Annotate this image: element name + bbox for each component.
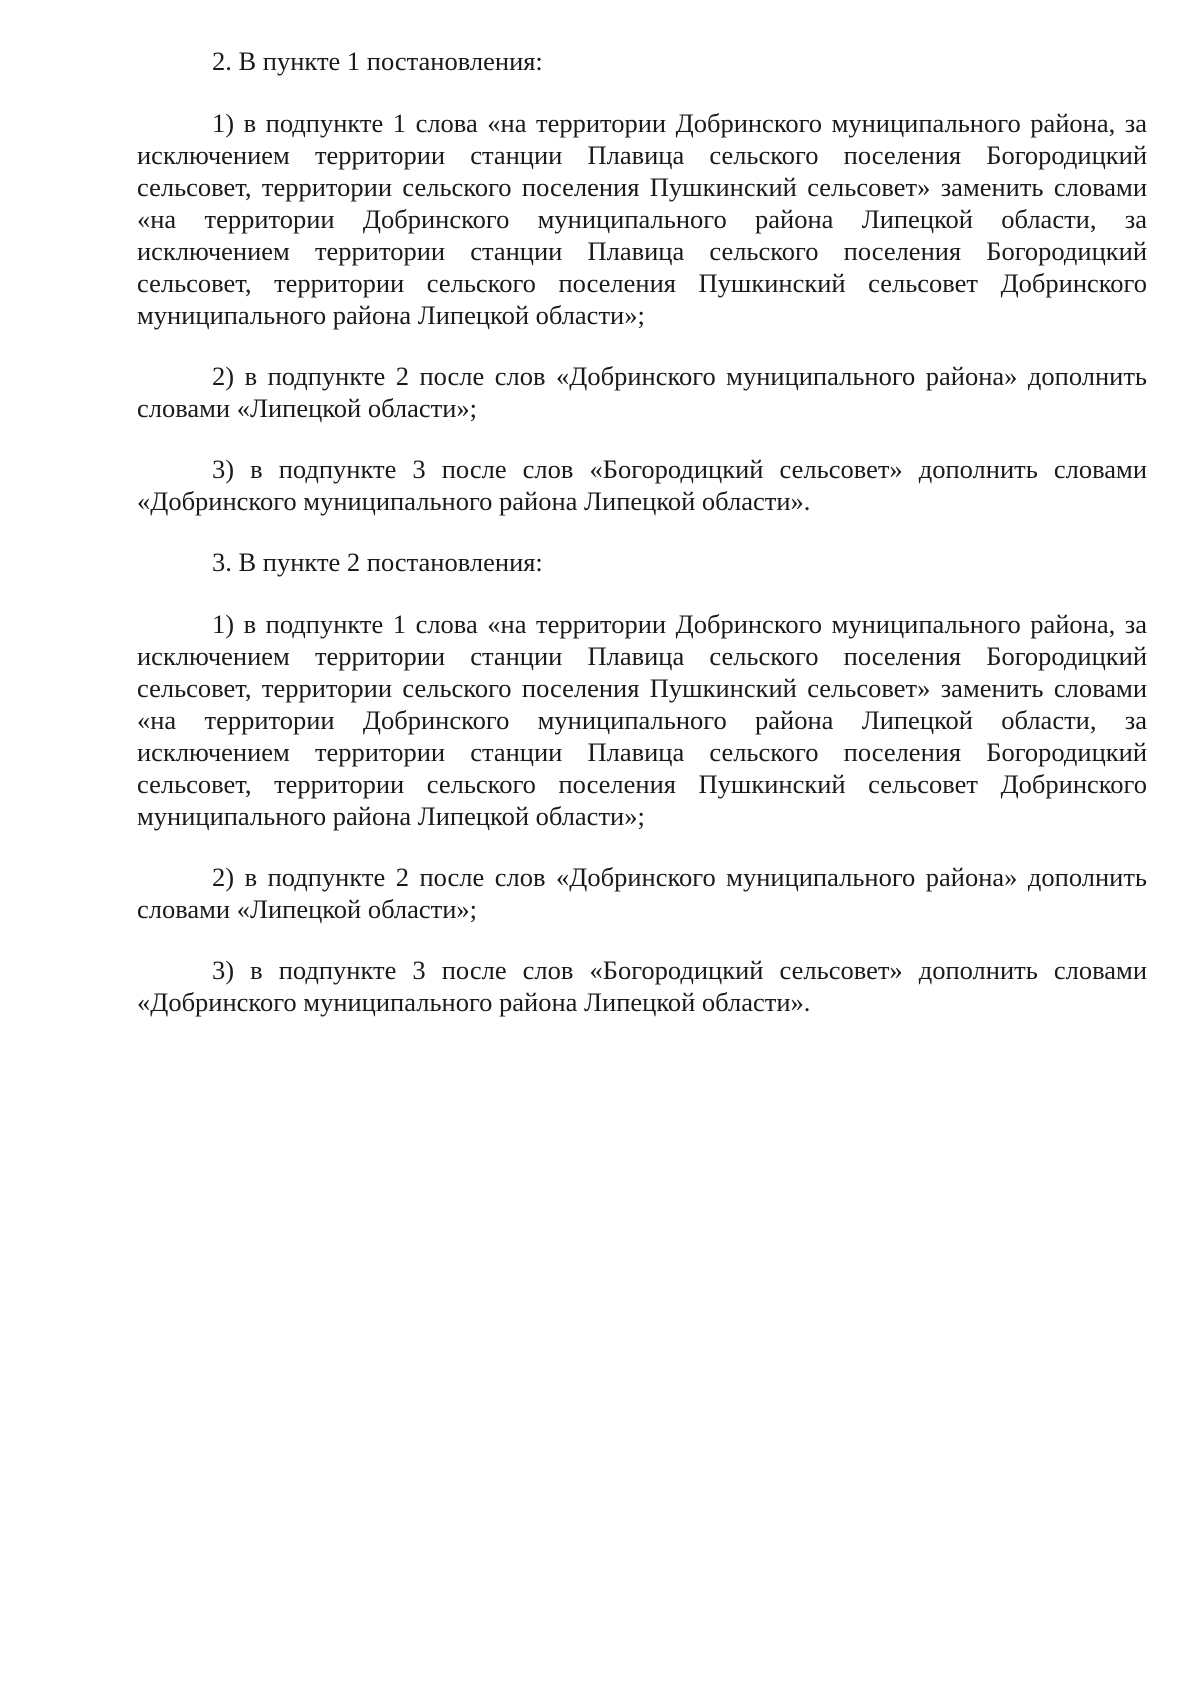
section-2-item-3: 3) в подпункте 3 после слов «Богородицкий сельсовет» дополнить словами «Добринского муниципального района Липецкой области». xyxy=(137,454,1147,516)
section-2-item-1: 1) в подпункте 1 слова «на территории Добринского муниципального района, за исключением территории станции Плавица сельского поселения Богородицкий сельсовет, территории сельского поселения Пушкинский сельсовет» заменить словами «на территории Добринского муниципального района Липецкой области, за исключением территории станции Плавица сельского поселения Богородицкий сельсовет, территории сельского поселения Пушкинский сельсовет Добринского муниципального района Липецкой области»; xyxy=(137,108,1147,330)
section-2-item-2: 2) в подпункте 2 после слов «Добринского муниципального района» дополнить словами «Липецкой области»; xyxy=(137,361,1147,423)
section-3-item-3: 3) в подпункте 3 после слов «Богородицкий сельсовет» дополнить словами «Добринского муниципального района Липецкой области». xyxy=(137,955,1147,1017)
section-2-heading: 2. В пункте 1 постановления: xyxy=(212,46,543,76)
section-3-item-2: 2) в подпункте 2 после слов «Добринского муниципального района» дополнить словами «Липецкой области»; xyxy=(137,862,1147,924)
document-body xyxy=(137,45,1147,1047)
section-3-heading: 3. В пункте 2 постановления: xyxy=(212,547,543,577)
section-3-item-1: 1) в подпункте 1 слова «на территории Добринского муниципального района, за исключением территории станции Плавица сельского поселения Богородицкий сельсовет, территории сельского поселения Пушкинский сельсовет» заменить словами «на территории Добринского муниципального района Липецкой области, за исключением территории станции Плавица сельского поселения Богородицкий сельсовет, территории сельского поселения Пушкинский сельсовет Добринского муниципального района Липецкой области»; xyxy=(137,609,1147,831)
